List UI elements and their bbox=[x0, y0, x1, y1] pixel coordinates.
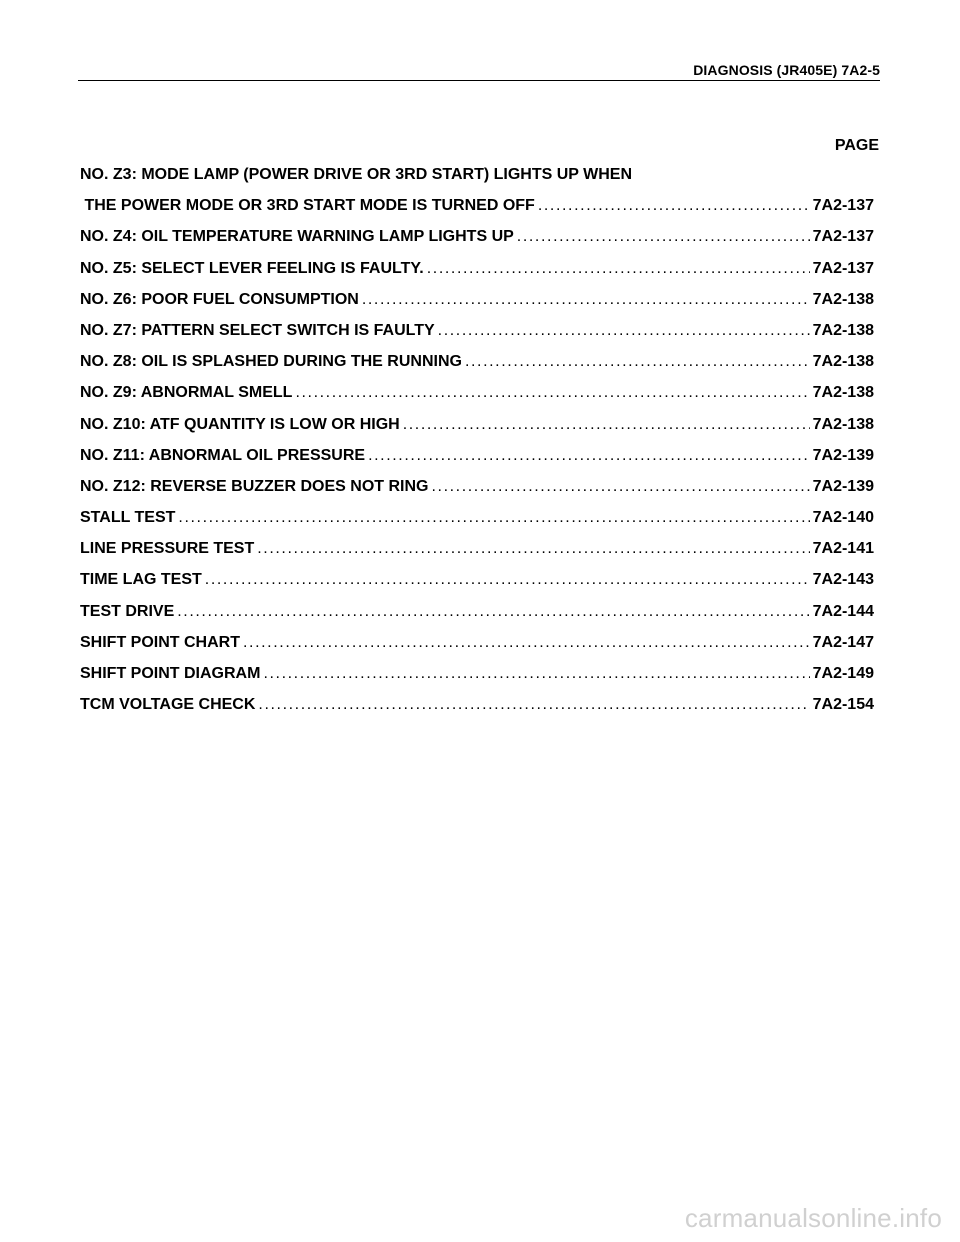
toc-entry-page: 7A2-137 bbox=[812, 259, 874, 277]
dot-leader bbox=[517, 228, 810, 246]
toc-entry[interactable] bbox=[80, 696, 874, 727]
toc-entry-title: TCM VOLTAGE CHECK bbox=[80, 696, 256, 714]
toc-entry-title: NO. Z5: SELECT LEVER FEELING IS FAULTY. bbox=[80, 259, 424, 277]
dot-leader bbox=[257, 540, 809, 558]
toc-entry-page: 7A2-138 bbox=[812, 290, 874, 308]
dot-leader bbox=[205, 571, 810, 589]
dot-leader bbox=[263, 665, 809, 683]
toc-entry[interactable] bbox=[80, 260, 874, 291]
toc-entry-title: SHIFT POINT DIAGRAM bbox=[80, 665, 261, 682]
toc-entry-page: 7A2-138 bbox=[812, 353, 874, 371]
toc-entry-title: NO. Z7: PATTERN SELECT SWITCH IS FAULTY bbox=[80, 321, 435, 339]
toc-entry-page: 7A2-138 bbox=[812, 415, 874, 433]
toc-entry-title: NO. Z8: OIL IS SPLASHED DURING THE RUNNING bbox=[80, 353, 462, 371]
toc-entry[interactable] bbox=[80, 384, 874, 415]
dot-leader bbox=[258, 696, 809, 714]
toc-entry-page: 7A2-137 bbox=[812, 197, 874, 215]
toc-entry-title: NO. Z3: MODE LAMP (POWER DRIVE OR 3RD START) LIGHTS UP WHEN bbox=[80, 166, 633, 183]
dot-leader bbox=[431, 478, 809, 496]
toc-entry-title: TIME LAG TEST bbox=[80, 571, 202, 589]
toc-entry[interactable] bbox=[80, 603, 874, 634]
toc-entry-page: 7A2-138 bbox=[812, 384, 874, 402]
toc-entry-page: 7A2-154 bbox=[812, 696, 874, 714]
toc-entry-title: LINE PRESSURE TEST bbox=[80, 540, 255, 558]
toc-entry[interactable] bbox=[80, 291, 874, 322]
toc-entry[interactable] bbox=[80, 478, 874, 509]
toc-entry-title: NO. Z4: OIL TEMPERATURE WARNING LAMP LIGHTS UP bbox=[80, 228, 514, 246]
toc-entry[interactable] bbox=[80, 665, 874, 696]
toc-entry-page: 7A2-138 bbox=[812, 321, 874, 339]
toc-entry[interactable] bbox=[80, 416, 874, 447]
toc-entry[interactable] bbox=[80, 197, 874, 228]
dot-leader bbox=[403, 416, 810, 434]
toc-entry-page: 7A2-141 bbox=[812, 540, 874, 558]
toc-entry[interactable] bbox=[80, 571, 874, 602]
toc-entry-title: STALL TEST bbox=[80, 509, 176, 527]
dot-leader bbox=[295, 384, 809, 402]
page-column-label: PAGE bbox=[834, 137, 879, 154]
toc-entry-title: NO. Z9: ABNORMAL SMELL bbox=[80, 384, 293, 402]
toc-entry-page: 7A2-149 bbox=[812, 665, 874, 682]
toc-entry-title: THE POWER MODE OR 3RD START MODE IS TURNED OFF bbox=[80, 197, 535, 215]
running-header: DIAGNOSIS (JR405E) 7A2-5 bbox=[693, 62, 880, 78]
toc-entry[interactable] bbox=[80, 228, 874, 259]
toc-entry[interactable] bbox=[80, 447, 874, 478]
toc-entry-title: NO. Z11: ABNORMAL OIL PRESSURE bbox=[80, 446, 366, 464]
toc-entry[interactable] bbox=[80, 540, 874, 571]
toc-entry-page: 7A2-147 bbox=[812, 633, 874, 651]
toc-entry[interactable] bbox=[80, 322, 874, 353]
toc-entry[interactable] bbox=[80, 166, 874, 197]
toc-entry[interactable] bbox=[80, 353, 874, 384]
dot-leader bbox=[177, 603, 809, 621]
dot-leader bbox=[178, 509, 809, 527]
toc-entry[interactable] bbox=[80, 509, 874, 540]
toc-entry-title: TEST DRIVE bbox=[80, 602, 175, 620]
watermark: carmanualsonline.info bbox=[684, 1203, 942, 1233]
toc-entry-title: SHIFT POINT CHART bbox=[80, 633, 240, 651]
toc-entry-title: NO. Z12: REVERSE BUZZER DOES NOT RING bbox=[80, 477, 429, 495]
table-of-contents bbox=[80, 166, 874, 727]
dot-leader bbox=[438, 322, 810, 340]
header-rule bbox=[78, 80, 880, 81]
toc-entry[interactable] bbox=[80, 634, 874, 665]
toc-entry-page: 7A2-139 bbox=[812, 477, 874, 495]
toc-entry-page: 7A2-137 bbox=[812, 228, 874, 246]
dot-leader bbox=[368, 447, 810, 465]
toc-entry-page: 7A2-144 bbox=[812, 602, 874, 620]
toc-entry-page: 7A2-139 bbox=[812, 446, 874, 464]
toc-entry-title: NO. Z10: ATF QUANTITY IS LOW OR HIGH bbox=[80, 415, 400, 433]
dot-leader bbox=[538, 197, 810, 215]
toc-entry-title: NO. Z6: POOR FUEL CONSUMPTION bbox=[80, 290, 359, 308]
dot-leader bbox=[427, 260, 810, 278]
dot-leader bbox=[243, 634, 810, 652]
toc-entry-page: 7A2-140 bbox=[812, 509, 874, 527]
dot-leader bbox=[362, 291, 810, 309]
dot-leader bbox=[465, 353, 810, 371]
toc-entry-page: 7A2-143 bbox=[812, 571, 874, 589]
